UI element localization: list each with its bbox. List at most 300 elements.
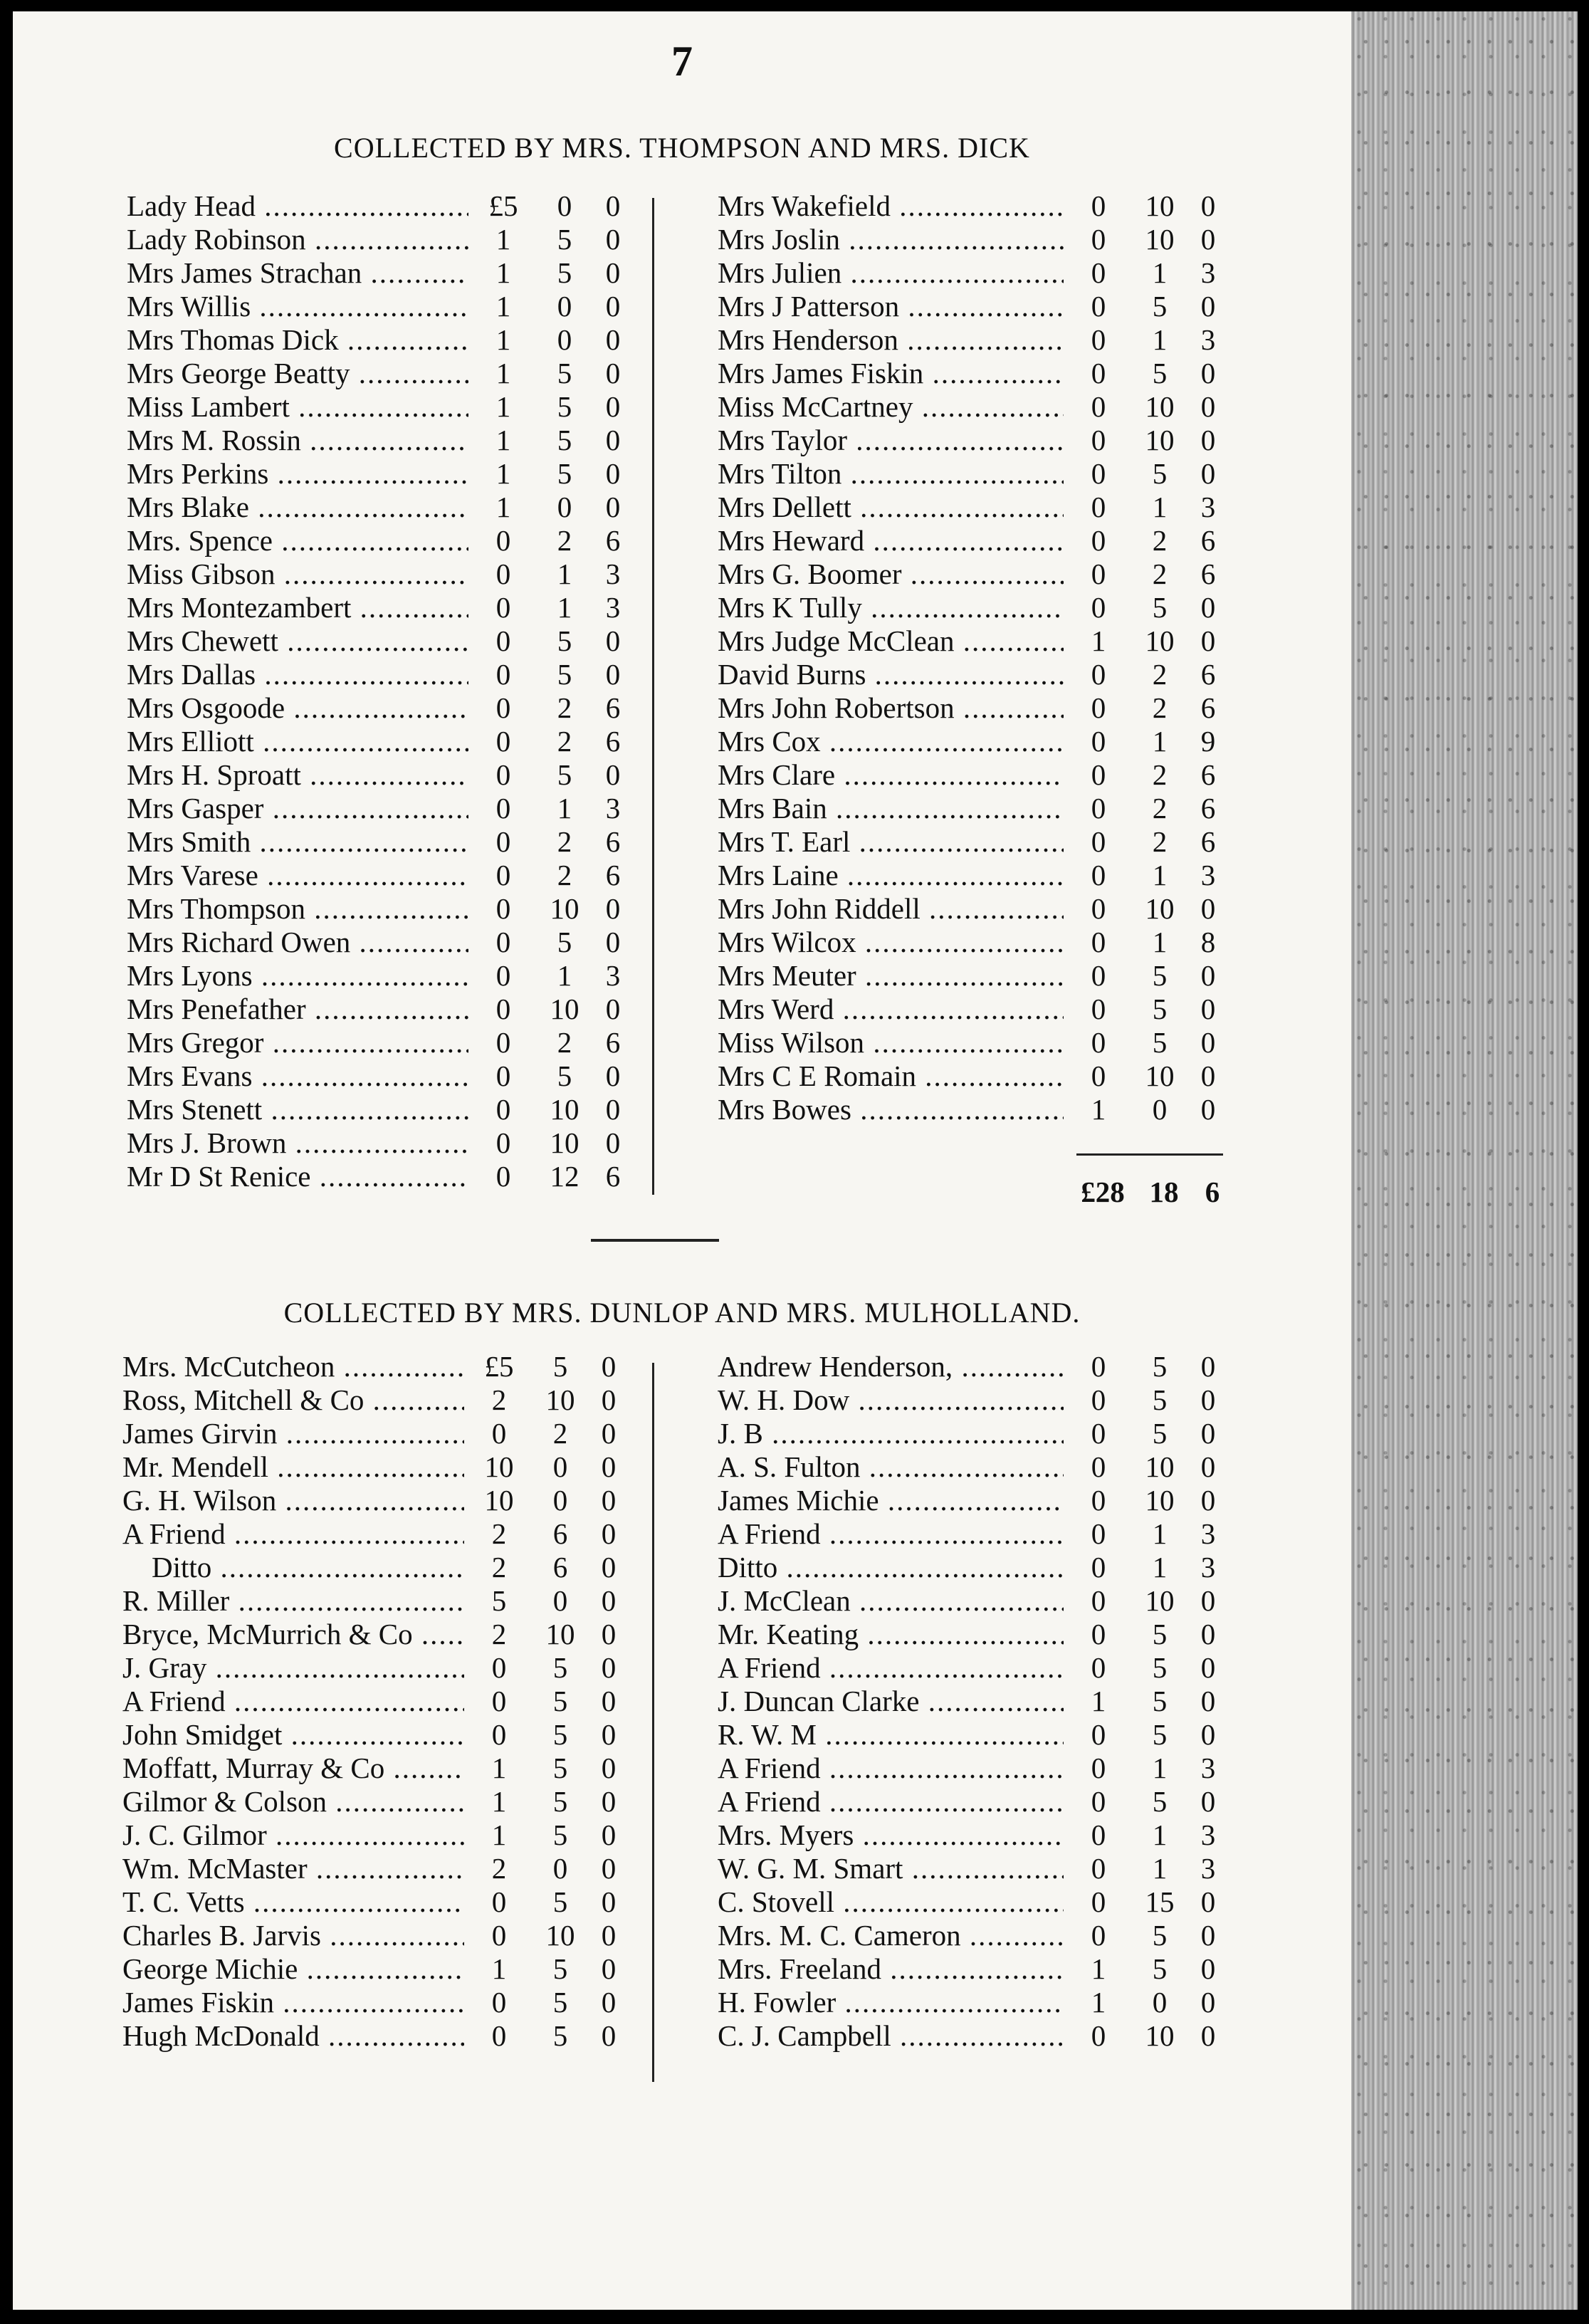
amount-pounds: 0 xyxy=(491,1919,507,1952)
amount-shillings: 5 xyxy=(1152,1785,1168,1818)
donor-name: Bryce, McMurrich & Co ..... xyxy=(122,1618,464,1651)
amount-pence: 6 xyxy=(605,524,621,557)
donation-amount xyxy=(1064,1752,1230,1785)
amount-pounds: 0 xyxy=(1091,524,1106,557)
donation-amount xyxy=(1064,1952,1230,1986)
section1-total xyxy=(1068,1175,1234,1209)
amount-pounds: 0 xyxy=(491,1685,507,1717)
donation-amount xyxy=(1064,1818,1230,1852)
amount-pounds: 0 xyxy=(491,1986,507,2019)
donor-name: Mrs Dallas ..... xyxy=(127,658,468,691)
donation-amount xyxy=(1064,591,1230,624)
donation-amount xyxy=(468,993,635,1026)
amount-shillings: 10 xyxy=(1145,892,1175,925)
donor-name: J. Duncan Clarke ..... xyxy=(718,1685,1064,1718)
amount-pence: 0 xyxy=(605,1093,621,1126)
amount-pounds: 10 xyxy=(484,1484,514,1517)
amount-pence: 0 xyxy=(601,1584,617,1617)
donor-row xyxy=(718,1718,1230,1752)
donation-amount xyxy=(1064,357,1230,390)
amount-shillings: 10 xyxy=(545,1919,575,1952)
amount-pounds: 0 xyxy=(1091,1785,1106,1818)
amount-pounds: 0 xyxy=(1091,223,1106,256)
amount-pence: 6 xyxy=(605,825,621,858)
donation-amount xyxy=(468,1093,635,1126)
amount-pence: 0 xyxy=(601,1852,617,1885)
amount-pence: 0 xyxy=(1200,1093,1216,1126)
donor-row xyxy=(718,1484,1230,1517)
donor-name: Moffatt, Murray & Co ..... xyxy=(122,1752,464,1785)
section1-left-column xyxy=(127,189,635,1193)
amount-shillings: 0 xyxy=(552,1450,568,1483)
amount-pounds: 0 xyxy=(1091,792,1106,825)
amount-pounds: 1 xyxy=(1091,1685,1106,1717)
amount-pence: 0 xyxy=(605,357,621,389)
donor-row xyxy=(122,1752,631,1785)
donor-name: David Burns ..... xyxy=(718,658,1064,691)
amount-shillings: 5 xyxy=(557,256,572,289)
donor-row xyxy=(718,926,1230,959)
donor-name: Mrs Werd ..... xyxy=(718,993,1064,1026)
amount-pounds: 0 xyxy=(495,1160,511,1193)
donor-name: J. McClean ..... xyxy=(718,1584,1064,1618)
amount-pounds: 0 xyxy=(495,792,511,825)
amount-pounds: 1 xyxy=(495,323,511,356)
donor-row xyxy=(127,624,635,658)
donor-name: Mrs John Riddell ..... xyxy=(718,892,1064,926)
donation-amount xyxy=(1064,926,1230,959)
donor-row xyxy=(718,1417,1230,1450)
section1-heading: COLLECTED BY MRS. THOMPSON AND MRS. DICK xyxy=(334,132,1030,164)
amount-pence: 3 xyxy=(1200,323,1216,356)
amount-shillings: 5 xyxy=(1152,1618,1168,1650)
amount-pounds: 2 xyxy=(491,1551,507,1584)
amount-shillings: 2 xyxy=(1152,524,1168,557)
donation-amount xyxy=(468,792,635,825)
amount-shillings: 5 xyxy=(1152,1952,1168,1985)
donor-name: Mrs. M. C. Cameron ..... xyxy=(718,1919,1064,1952)
donation-amount xyxy=(468,758,635,792)
donor-name: Ditto ..... xyxy=(718,1551,1064,1584)
donor-name: W. G. M. Smart ..... xyxy=(718,1852,1064,1885)
section2-left-column xyxy=(122,1350,631,2053)
donor-name: Mrs C E Romain ..... xyxy=(718,1059,1064,1093)
donor-row xyxy=(718,357,1230,390)
donor-name: Mrs Cox ..... xyxy=(718,725,1064,758)
donation-amount xyxy=(1064,1026,1230,1059)
donor-row xyxy=(127,390,635,424)
donor-row xyxy=(127,825,635,859)
donor-name: Mrs. Spence ..... xyxy=(127,524,468,558)
amount-pence: 0 xyxy=(605,390,621,423)
donation-amount xyxy=(464,1450,631,1484)
amount-pounds: 0 xyxy=(1091,1383,1106,1416)
amount-shillings: 5 xyxy=(552,1651,568,1684)
amount-pounds: 0 xyxy=(1091,1517,1106,1550)
donor-name: Ross, Mitchell & Co ..... xyxy=(122,1383,464,1417)
amount-pence: 0 xyxy=(601,1450,617,1483)
amount-shillings: 2 xyxy=(1152,691,1168,724)
amount-pence: 3 xyxy=(1200,1818,1216,1851)
donor-name: Mrs. Freeland ..... xyxy=(718,1952,1064,1986)
donor-row xyxy=(127,1026,635,1059)
donation-amount xyxy=(1064,624,1230,658)
donor-row xyxy=(127,524,635,558)
donor-row xyxy=(127,859,635,892)
amount-pence: 0 xyxy=(605,256,621,289)
donation-amount xyxy=(1064,1919,1230,1952)
amount-pence: 0 xyxy=(601,1952,617,1985)
amount-pence: 0 xyxy=(601,1818,617,1851)
amount-pence: 6 xyxy=(1200,825,1216,858)
donor-name: Mrs Varese ..... xyxy=(127,859,468,892)
donor-name: James Fiskin ..... xyxy=(122,1986,464,2019)
donor-row xyxy=(718,1986,1230,2019)
amount-shillings: 5 xyxy=(557,357,572,389)
amount-pounds: 0 xyxy=(495,725,511,758)
donation-amount xyxy=(1064,792,1230,825)
amount-pounds: 0 xyxy=(495,658,511,691)
amount-pounds: 0 xyxy=(1091,390,1106,423)
donor-name: A Friend ..... xyxy=(122,1685,464,1718)
donation-amount xyxy=(468,256,635,290)
donor-row xyxy=(718,1026,1230,1059)
amount-pence: 6 xyxy=(605,1160,621,1193)
amount-shillings: 1 xyxy=(557,959,572,992)
donation-amount xyxy=(1064,1584,1230,1618)
amount-pence: 9 xyxy=(1200,725,1216,758)
amount-pounds: 0 xyxy=(1091,1919,1106,1952)
amount-pounds: 0 xyxy=(1091,1584,1106,1617)
donor-row xyxy=(122,1383,631,1417)
amount-pounds: 0 xyxy=(1091,1026,1106,1059)
donation-amount xyxy=(1064,1986,1230,2019)
amount-pence: 0 xyxy=(1200,1885,1216,1918)
donor-row xyxy=(718,457,1230,491)
section2-column-divider xyxy=(652,1363,654,2082)
donor-row xyxy=(122,1350,631,1383)
amount-pounds: 1 xyxy=(1091,1986,1106,2019)
total-pence: 6 xyxy=(1205,1176,1220,1208)
donor-row xyxy=(718,1685,1230,1718)
donation-amount xyxy=(464,1852,631,1885)
section2-heading: COLLECTED BY MRS. DUNLOP AND MRS. MULHOLLAND. xyxy=(283,1297,1081,1329)
donation-amount xyxy=(1064,424,1230,457)
amount-shillings: 10 xyxy=(550,1126,580,1159)
donor-row xyxy=(718,892,1230,926)
donor-name: J. Gray ..... xyxy=(122,1651,464,1685)
amount-shillings: 6 xyxy=(552,1517,568,1550)
donor-row xyxy=(718,758,1230,792)
amount-shillings: 2 xyxy=(557,725,572,758)
donor-row xyxy=(718,1584,1230,1618)
donation-amount xyxy=(1064,2019,1230,2053)
amount-shillings: 5 xyxy=(552,1986,568,2019)
amount-pence: 3 xyxy=(1200,1517,1216,1550)
amount-pounds: 1 xyxy=(495,290,511,323)
section1-column-divider xyxy=(652,198,654,1195)
amount-shillings: 10 xyxy=(1145,424,1175,456)
donor-name: John Smidget ..... xyxy=(122,1718,464,1752)
amount-pence: 0 xyxy=(605,993,621,1025)
donor-name: Mrs Thomas Dick ..... xyxy=(127,323,468,357)
donor-row xyxy=(718,189,1230,223)
donor-row xyxy=(122,1618,631,1651)
amount-pounds: 0 xyxy=(1091,691,1106,724)
amount-pounds: 0 xyxy=(495,591,511,624)
donor-name: Miss Wilson ..... xyxy=(718,1026,1064,1059)
amount-pounds: 2 xyxy=(491,1517,507,1550)
donor-name: Andrew Henderson, ..... xyxy=(718,1350,1064,1383)
amount-pence: 0 xyxy=(601,1785,617,1818)
donor-name: C. Stovell ..... xyxy=(718,1885,1064,1919)
amount-pence: 0 xyxy=(605,491,621,523)
donation-amount xyxy=(468,223,635,256)
donation-amount xyxy=(468,825,635,859)
donor-name: Miss Gibson ..... xyxy=(127,558,468,591)
amount-pounds: 0 xyxy=(491,1417,507,1450)
donor-row xyxy=(127,457,635,491)
donor-name: Mrs Meuter ..... xyxy=(718,959,1064,993)
amount-shillings: 5 xyxy=(1152,1417,1168,1450)
amount-shillings: 0 xyxy=(552,1852,568,1885)
amount-shillings: 0 xyxy=(552,1484,568,1517)
amount-shillings: 1 xyxy=(1152,256,1168,289)
section2-right-column xyxy=(718,1350,1230,2053)
donor-name: T. C. Vetts ..... xyxy=(122,1885,464,1919)
donor-row xyxy=(122,1651,631,1685)
donor-name: Mrs Gasper ..... xyxy=(127,792,468,825)
donor-row xyxy=(127,256,635,290)
amount-pounds: 0 xyxy=(1091,1618,1106,1650)
donor-name: R. W. M ..... xyxy=(718,1718,1064,1752)
donation-amount xyxy=(468,1059,635,1093)
donation-amount xyxy=(468,691,635,725)
amount-shillings: 0 xyxy=(552,1584,568,1617)
donation-amount xyxy=(1064,223,1230,256)
donation-amount xyxy=(468,424,635,457)
amount-shillings: 0 xyxy=(557,290,572,323)
donor-name: J. B ..... xyxy=(718,1417,1064,1450)
amount-shillings: 0 xyxy=(1152,1093,1168,1126)
amount-pence: 0 xyxy=(605,926,621,958)
donor-row xyxy=(718,1785,1230,1818)
donor-name: Mrs Osgoode ..... xyxy=(127,691,468,725)
amount-shillings: 5 xyxy=(1152,1383,1168,1416)
donor-row xyxy=(718,1952,1230,1986)
amount-pence: 0 xyxy=(601,1383,617,1416)
amount-pounds: 0 xyxy=(495,1093,511,1126)
amount-pounds: 1 xyxy=(491,1818,507,1851)
donor-name: A Friend ..... xyxy=(718,1785,1064,1818)
donation-amount xyxy=(464,1752,631,1785)
amount-pounds: 0 xyxy=(495,825,511,858)
amount-pence: 0 xyxy=(1200,1350,1216,1383)
amount-shillings: 10 xyxy=(1145,624,1175,657)
amount-shillings: 1 xyxy=(1152,1752,1168,1784)
donor-name: Lady Head ..... xyxy=(127,189,468,223)
amount-pence: 3 xyxy=(1200,859,1216,891)
amount-shillings: 10 xyxy=(1145,390,1175,423)
donation-amount xyxy=(1064,1059,1230,1093)
donor-row xyxy=(718,1517,1230,1551)
donation-amount xyxy=(1064,1685,1230,1718)
donor-row xyxy=(718,1350,1230,1383)
donor-row xyxy=(718,1618,1230,1651)
amount-shillings: 5 xyxy=(557,758,572,791)
donation-amount xyxy=(464,1517,631,1551)
amount-shillings: 0 xyxy=(557,323,572,356)
amount-pounds: 0 xyxy=(1091,2019,1106,2052)
amount-pounds: 0 xyxy=(1091,1417,1106,1450)
amount-shillings: 5 xyxy=(1152,1919,1168,1952)
amount-shillings: 1 xyxy=(1152,1818,1168,1851)
amount-pence: 0 xyxy=(1200,1718,1216,1751)
donation-amount xyxy=(1064,859,1230,892)
donor-name: J. C. Gilmor ..... xyxy=(122,1818,464,1852)
amount-shillings: 5 xyxy=(1152,993,1168,1025)
donor-row xyxy=(122,1785,631,1818)
donation-amount xyxy=(1064,691,1230,725)
amount-pounds: 0 xyxy=(495,691,511,724)
amount-pounds: 1 xyxy=(491,1785,507,1818)
amount-pence: 0 xyxy=(1200,1952,1216,1985)
donation-amount xyxy=(464,1885,631,1919)
amount-pounds: 0 xyxy=(1091,926,1106,958)
donor-name: Mrs Evans ..... xyxy=(127,1059,468,1093)
amount-shillings: 2 xyxy=(552,1417,568,1450)
donation-amount xyxy=(468,390,635,424)
donation-amount xyxy=(468,591,635,624)
donor-row xyxy=(122,1685,631,1718)
donor-name: Mrs Penefather ..... xyxy=(127,993,468,1026)
amount-pounds: 0 xyxy=(1091,993,1106,1025)
amount-pounds: 0 xyxy=(495,993,511,1025)
donor-row xyxy=(718,323,1230,357)
amount-pence: 6 xyxy=(1200,658,1216,691)
amount-pounds: 0 xyxy=(1091,859,1106,891)
donation-amount xyxy=(1064,1450,1230,1484)
donation-amount xyxy=(1064,1417,1230,1450)
amount-pence: 0 xyxy=(605,424,621,456)
donation-amount xyxy=(1064,993,1230,1026)
amount-shillings: 5 xyxy=(552,1818,568,1851)
amount-pounds: 1 xyxy=(1091,1093,1106,1126)
donation-amount xyxy=(464,2019,631,2053)
amount-pence: 0 xyxy=(601,1718,617,1751)
amount-pence: 0 xyxy=(601,1350,617,1383)
amount-pence: 6 xyxy=(1200,558,1216,590)
donation-amount xyxy=(1064,1852,1230,1885)
donor-name: Mrs John Robertson ..... xyxy=(718,691,1064,725)
donor-row xyxy=(122,1919,631,1952)
donor-name: A Friend ..... xyxy=(122,1517,464,1551)
amount-shillings: 0 xyxy=(557,189,572,222)
amount-shillings: 5 xyxy=(557,424,572,456)
amount-pence: 0 xyxy=(605,1126,621,1159)
donor-row xyxy=(718,1450,1230,1484)
donor-name: A Friend ..... xyxy=(718,1651,1064,1685)
amount-pence: 0 xyxy=(605,624,621,657)
amount-pence: 0 xyxy=(1200,1383,1216,1416)
donor-name: R. Miller ..... xyxy=(122,1584,464,1618)
amount-pence: 0 xyxy=(1200,1919,1216,1952)
amount-pence: 0 xyxy=(1200,424,1216,456)
amount-shillings: 5 xyxy=(1152,1685,1168,1717)
amount-shillings: 2 xyxy=(1152,658,1168,691)
amount-shillings: 15 xyxy=(1145,1885,1175,1918)
amount-pence: 0 xyxy=(1200,1685,1216,1717)
amount-pence: 6 xyxy=(605,691,621,724)
donor-row xyxy=(718,792,1230,825)
donor-row xyxy=(127,725,635,758)
donor-row xyxy=(127,926,635,959)
donor-name: Mrs Richard Owen ..... xyxy=(127,926,468,959)
donor-row xyxy=(718,1752,1230,1785)
amount-pence: 0 xyxy=(1200,1986,1216,2019)
amount-pounds: 0 xyxy=(1091,725,1106,758)
amount-pounds: 0 xyxy=(1091,491,1106,523)
donor-name: Mrs Taylor ..... xyxy=(718,424,1064,457)
donation-amount xyxy=(468,1126,635,1160)
amount-pounds: 1 xyxy=(495,357,511,389)
donation-amount xyxy=(1064,1350,1230,1383)
amount-pence: 3 xyxy=(1200,1852,1216,1885)
amount-pounds: 2 xyxy=(491,1383,507,1416)
amount-pence: 0 xyxy=(601,1484,617,1517)
donor-row xyxy=(127,189,635,223)
donation-amount xyxy=(468,1160,635,1193)
donor-name: Mrs Heward ..... xyxy=(718,524,1064,558)
amount-pence: 0 xyxy=(605,658,621,691)
amount-pounds: 5 xyxy=(491,1584,507,1617)
donor-name: Mrs James Strachan ..... xyxy=(127,256,468,290)
donation-amount xyxy=(464,1484,631,1517)
donor-name: Mrs M. Rossin ..... xyxy=(127,424,468,457)
donor-row xyxy=(122,1952,631,1986)
donor-name: Mrs Clare ..... xyxy=(718,758,1064,792)
donor-name: C. J. Campbell ..... xyxy=(718,2019,1064,2053)
donor-row xyxy=(718,591,1230,624)
amount-pence: 0 xyxy=(1200,624,1216,657)
amount-pence: 0 xyxy=(1200,1584,1216,1617)
amount-pence: 0 xyxy=(601,1618,617,1650)
donor-name: Mrs Thompson ..... xyxy=(127,892,468,926)
donor-name: Mrs Bain ..... xyxy=(718,792,1064,825)
amount-pence: 6 xyxy=(1200,792,1216,825)
amount-pounds: 0 xyxy=(1091,558,1106,590)
donation-amount xyxy=(468,491,635,524)
amount-shillings: 2 xyxy=(1152,825,1168,858)
amount-pounds: 0 xyxy=(1091,457,1106,490)
donor-row xyxy=(127,357,635,390)
amount-pence: 0 xyxy=(1200,223,1216,256)
donation-amount xyxy=(464,1551,631,1584)
donor-row xyxy=(127,1160,635,1193)
amount-pounds: 0 xyxy=(495,859,511,891)
donor-name: Mrs Chewett ..... xyxy=(127,624,468,658)
amount-pounds: 0 xyxy=(1091,290,1106,323)
donor-name: Mrs Dellett ..... xyxy=(718,491,1064,524)
donor-row xyxy=(122,1718,631,1752)
donor-row xyxy=(127,558,635,591)
amount-pounds: 0 xyxy=(1091,189,1106,222)
donor-name: Mrs Julien ..... xyxy=(718,256,1064,290)
amount-pounds: 0 xyxy=(1091,959,1106,992)
amount-pence: 6 xyxy=(605,1026,621,1059)
donor-name: Mrs H. Sproatt ..... xyxy=(127,758,468,792)
amount-pence: 0 xyxy=(601,1919,617,1952)
